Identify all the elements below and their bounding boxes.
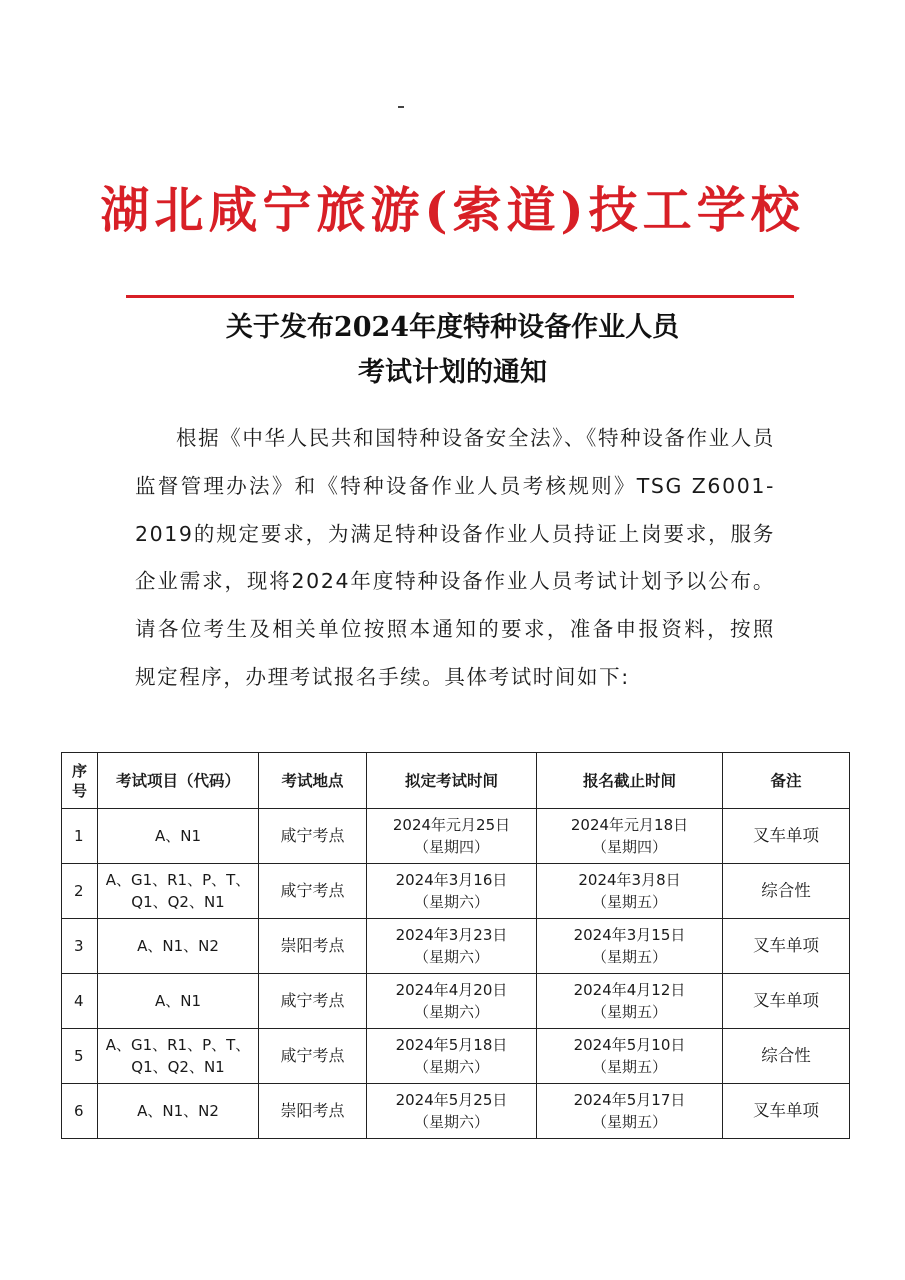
table-row: [62, 864, 850, 919]
cell-exam-location: 咸宁考点: [259, 974, 367, 1029]
table-row: [62, 919, 850, 974]
cell-exam-time: [367, 1029, 537, 1084]
cell-exam-location: 崇阳考点: [259, 919, 367, 974]
cell-deadline-date: 2024年5月17日: [573, 1091, 686, 1109]
cell-exam-item-line-1: A、N1、N2: [137, 937, 219, 955]
header-exam-time: 拟定考试时间: [367, 753, 537, 809]
cell-exam-date: 2024年5月18日: [395, 1036, 508, 1054]
cell-exam-item: [98, 1084, 259, 1139]
cell-registration-deadline: [537, 974, 723, 1029]
cell-exam-weekday: （星期六）: [413, 1003, 489, 1021]
table-row: [62, 809, 850, 864]
cell-remark: 叉车单项: [723, 809, 850, 864]
cell-exam-date: 2024年5月25日: [395, 1091, 508, 1109]
cell-deadline-weekday: （星期五）: [591, 1058, 667, 1076]
cell-remark: 综合性: [723, 1029, 850, 1084]
cell-serial-number: 6: [62, 1084, 98, 1139]
cell-deadline-weekday: （星期五）: [591, 1113, 667, 1131]
letterhead-red-rule: [126, 295, 794, 298]
cell-remark: 叉车单项: [723, 919, 850, 974]
scan-mark: [398, 106, 404, 108]
cell-exam-location: 崇阳考点: [259, 1084, 367, 1139]
table-row: [62, 1029, 850, 1084]
cell-exam-item-line-2: Q1、Q2、N1: [131, 893, 225, 911]
cell-exam-item: [98, 809, 259, 864]
table-row: [62, 974, 850, 1029]
cell-deadline-date: 2024年4月12日: [573, 981, 686, 999]
exam-schedule-table: [61, 752, 850, 1139]
cell-exam-date: 2024年3月16日: [395, 871, 508, 889]
cell-exam-item-line-1: A、N1: [154, 827, 202, 845]
cell-exam-weekday: （星期六）: [413, 893, 489, 911]
cell-exam-weekday: （星期四）: [413, 838, 489, 856]
cell-exam-item: [98, 919, 259, 974]
cell-exam-item-line-1: A、G1、R1、P、T、: [105, 1036, 251, 1054]
notice-title-line-1: 关于发布2024年度特种设备作业人员: [225, 312, 680, 343]
header-registration-deadline: 报名截止时间: [537, 753, 723, 809]
cell-exam-location: 咸宁考点: [259, 864, 367, 919]
table-row: [62, 1084, 850, 1139]
cell-remark: 叉车单项: [723, 1084, 850, 1139]
header-exam-location: 考试地点: [259, 753, 367, 809]
header-exam-item: 考试项目（代码）: [98, 753, 259, 809]
cell-deadline-weekday: （星期五）: [591, 1003, 667, 1021]
cell-deadline-weekday: （星期五）: [591, 948, 667, 966]
cell-exam-time: [367, 919, 537, 974]
cell-exam-location: 咸宁考点: [259, 809, 367, 864]
notice-title-line-2: 考试计划的通知: [358, 357, 547, 388]
cell-exam-time: [367, 864, 537, 919]
cell-registration-deadline: [537, 1084, 723, 1139]
cell-exam-weekday: （星期六）: [413, 1113, 489, 1131]
header-serial-line-2: 号: [71, 781, 87, 800]
cell-exam-item-line-2: Q1、Q2、N1: [131, 1058, 225, 1076]
letterhead-school-name: 湖北咸宁旅游(索道)技工学校: [100, 181, 805, 239]
cell-remark: 综合性: [723, 864, 850, 919]
cell-registration-deadline: [537, 864, 723, 919]
cell-exam-item: [98, 974, 259, 1029]
cell-exam-time: [367, 809, 537, 864]
header-serial-number: [62, 753, 98, 809]
cell-serial-number: 1: [62, 809, 98, 864]
cell-exam-weekday: （星期六）: [413, 948, 489, 966]
cell-exam-date: 2024年4月20日: [395, 981, 508, 999]
cell-remark: 叉车单项: [723, 974, 850, 1029]
cell-exam-time: [367, 974, 537, 1029]
cell-registration-deadline: [537, 919, 723, 974]
cell-exam-date: 2024年3月23日: [395, 926, 508, 944]
table-header-row: [62, 753, 850, 809]
cell-exam-item-line-1: A、N1: [154, 992, 202, 1010]
cell-deadline-date: 2024年3月15日: [573, 926, 686, 944]
header-remark: 备注: [723, 753, 850, 809]
cell-registration-deadline: [537, 1029, 723, 1084]
cell-serial-number: 5: [62, 1029, 98, 1084]
cell-serial-number: 3: [62, 919, 98, 974]
header-serial-line-1: 序: [71, 761, 87, 780]
cell-serial-number: 4: [62, 974, 98, 1029]
cell-deadline-date: 2024年5月10日: [573, 1036, 686, 1054]
cell-deadline-date: 2024年元月18日: [570, 816, 689, 834]
cell-exam-time: [367, 1084, 537, 1139]
cell-deadline-date: 2024年3月8日: [578, 871, 681, 889]
cell-registration-deadline: [537, 809, 723, 864]
cell-exam-item-line-1: A、N1、N2: [137, 1102, 219, 1120]
cell-exam-weekday: （星期六）: [413, 1058, 489, 1076]
notice-body-paragraph: 根据《中华人民共和国特种设备安全法》、《特种设备作业人员监督管理办法》和《特种设备作业人员考核规则》TSG Z6001-2019的规定要求，为满足特种设备作业人员持证上岗要求，服务企业需求，现将2024年度特种设备作业人员考试计划予以公布。请各位考生及相关单位按照本通知的要求，准备申报资料，按照规定程序，办理考试报名手续。具体考试时间如下:: [135, 426, 775, 689]
cell-exam-item-line-1: A、G1、R1、P、T、: [105, 871, 251, 889]
cell-serial-number: 2: [62, 864, 98, 919]
cell-exam-date: 2024年元月25日: [392, 816, 511, 834]
cell-exam-item: [98, 1029, 259, 1084]
cell-exam-item: [98, 864, 259, 919]
cell-deadline-weekday: （星期五）: [591, 893, 667, 911]
cell-deadline-weekday: （星期四）: [591, 838, 667, 856]
cell-exam-location: 咸宁考点: [259, 1029, 367, 1084]
